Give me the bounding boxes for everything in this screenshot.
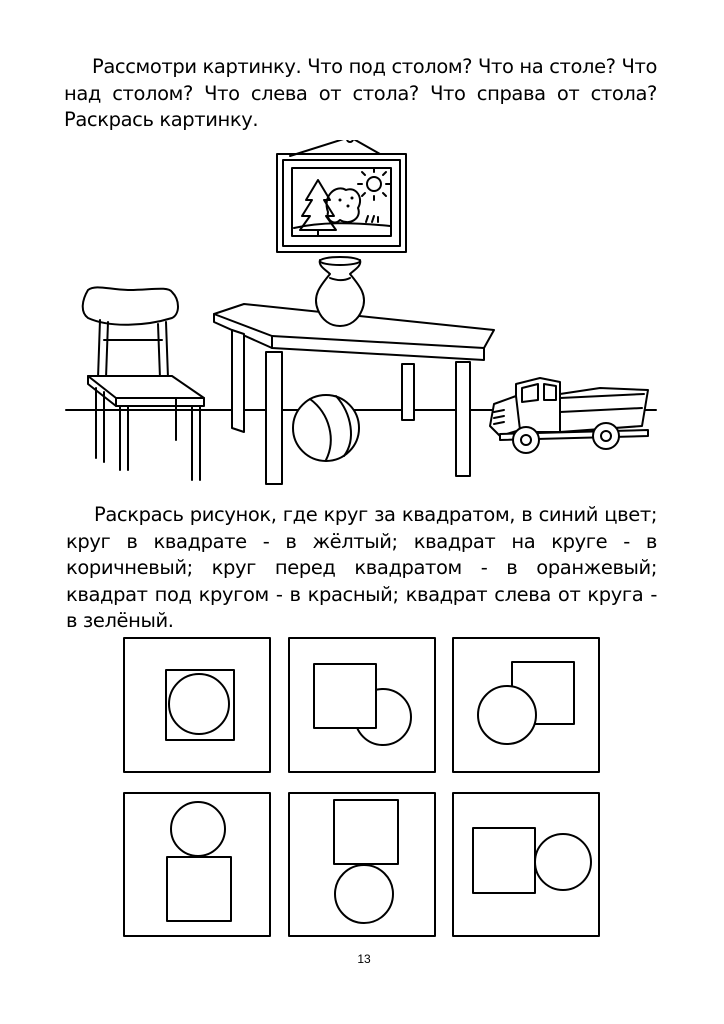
card-square-under-circle: [124, 793, 270, 936]
picture-frame-icon: [277, 140, 406, 252]
page-number: 13: [357, 952, 371, 966]
ball-icon: [293, 395, 359, 461]
table-icon: [214, 304, 494, 484]
shape-cards-grid: [0, 630, 724, 940]
task1-text: Рассмотри картинку. Что под столом? Что на столе? Что над столом? Что слева от стола? Что справа от стола? Раскрась картинку.: [64, 55, 657, 131]
room-scene: [0, 140, 724, 490]
card-square-on-circle: [289, 638, 435, 772]
card-square-left-of-circle: [453, 793, 599, 936]
card-circle-in-square: [124, 638, 270, 772]
vase-icon: [316, 257, 364, 326]
card-circle-behind-square: [289, 793, 435, 936]
card-circle-in-front-of-square: [453, 638, 599, 772]
toy-truck-icon: [490, 378, 648, 453]
task2-text: Раскрась рисунок, где круг за квадратом, в синий цвет; круг в квадрате - в жёлтый; квадрат на круге - в коричневый; круг перед квадратом - в оранжевый; квадрат под кругом - в красный; квадрат слева от круга - в зелёный.: [66, 503, 657, 632]
chair-icon: [83, 287, 204, 480]
